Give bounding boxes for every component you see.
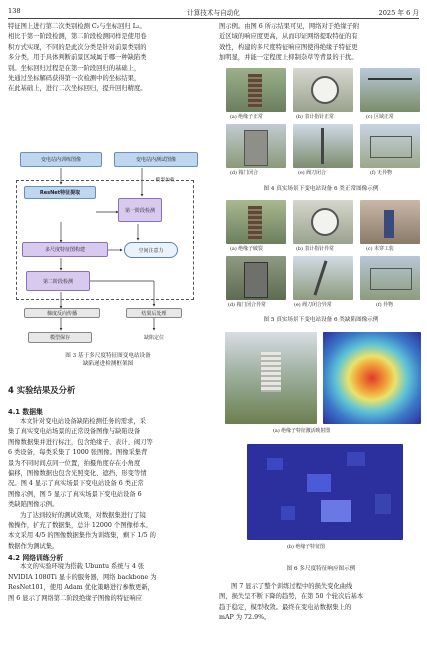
fig5-label-f: (f) 异物: [376, 302, 393, 308]
fig4-label-a: (a) 绝缘子正常: [230, 114, 263, 120]
worker-figure: [384, 210, 394, 238]
text-line: 类缺陷图像示例。: [8, 501, 59, 509]
attention-box: 空间注意力: [124, 242, 178, 258]
fig4-label-f: (f) 无异物: [370, 170, 392, 176]
right-bottom-paragraph: [219, 582, 419, 624]
photo-foreign-object: [360, 256, 420, 300]
text-line: 图 7 显示了整个训练过程中的损失变化曲线: [231, 583, 353, 590]
figure4-caption: 图 4 真实场景下变电站设备 6 类正常图像示例: [263, 186, 379, 192]
split-paragraph: [8, 511, 208, 553]
photo-insulator-broken: [226, 200, 286, 244]
journal-title: 计算技术与自动化: [187, 9, 240, 17]
backprop-box: 梯度反向传播: [24, 308, 100, 318]
fig4-label-b: (b) 表计指针正常: [296, 114, 334, 120]
fig5-label-e: (e) 阀刀闭合异常: [294, 302, 332, 308]
photo-no-foreign-object: [360, 124, 420, 168]
resnet-box: ResNet特征提取: [24, 186, 96, 199]
photo-meter-normal: [293, 68, 353, 112]
switch-pole: [314, 260, 328, 295]
fig4-label-d: (d) 箱门闭合: [230, 170, 259, 176]
figure3-flowchart: [14, 150, 208, 348]
fig6-label-a: (a) 绝缘子特征激活映射图: [273, 428, 331, 434]
feature-cell: [307, 474, 331, 492]
train-images-box: 变电站内训练图像: [20, 152, 102, 167]
feature-cell: [267, 458, 283, 470]
text-line: 相比于第一阶段检测，第二阶段检测同样是使用卷: [8, 33, 147, 41]
activation-heatmap: [323, 332, 421, 424]
caption-line: 缺陷递进检测框架图: [82, 361, 134, 367]
model-save-box: 模型保存: [28, 332, 92, 343]
text-line: 图，损失呈不断下降的趋势，在第 50 个轮次后基本: [219, 593, 364, 601]
meter-dial: [311, 76, 339, 104]
test-images-box: 变电站内测试图像: [114, 152, 198, 167]
photo-meter-abnormal: [293, 200, 353, 244]
cabinet-shape: [244, 130, 268, 166]
photo-cabinet-abnormal: [226, 256, 286, 300]
photo-insulator-field: [225, 332, 317, 424]
structure-frame: [370, 136, 412, 158]
text-line: 数据作为测试集。: [8, 542, 59, 550]
fig5-label-d: (d) 箱门闭合异常: [228, 302, 266, 308]
feature-cell: [321, 500, 351, 522]
section-4-heading: 4 实验结果及分析: [8, 385, 76, 395]
intro-paragraph: [8, 22, 208, 95]
text-line: 多分类，用于具体判断前景区域属于哪一种缺陷类: [8, 54, 147, 62]
photo-knife-switch-closed: [293, 124, 353, 168]
page-header: [8, 6, 419, 19]
text-line: 像操作，扩充了数据集，总计 12000 个图像样本。: [8, 522, 152, 530]
feature-map: [247, 444, 403, 540]
text-line: ResNet101，使用 Adam 优化策略进行参数更新，: [8, 584, 154, 592]
text-line: mAP 为 72.9%。: [219, 614, 271, 622]
text-line: NVIDIA 1080Ti 显卡的服务器，网络 backbone 为: [8, 573, 157, 581]
text-line: 加明显，并能一定程度上抑制杂草等背景的干扰。: [219, 54, 358, 62]
text-line: 集了真实变电站场景的正常设备图像与缺陷设备: [8, 428, 141, 436]
insulator-shape: [248, 74, 262, 108]
figure4-grid: [226, 68, 422, 218]
section-4-2-heading: 4.2 网络训练分析: [8, 554, 64, 563]
fig5-label-a: (a) 绝缘子破裂: [230, 246, 263, 252]
figure6-caption: 图 6 多尺度特征响应图示例: [286, 566, 356, 572]
caption-line: 图 3 基于多尺度特征图变电站设备: [65, 353, 151, 359]
feature-cell: [281, 506, 295, 520]
photo-no-workwear: [360, 200, 420, 244]
figure5-caption: 图 5 真实场景下变电站设备 6 类缺陷图像示例: [263, 317, 379, 323]
issue-date: 2025 年 6 月: [378, 9, 419, 17]
text-line: 偏移，图像数据也包含光照变化、遮挡、形变等情: [8, 470, 147, 478]
text-line: 景为不同时间点同一位置，拍摄角度存在小角度: [8, 459, 141, 467]
page-number: 138: [8, 7, 21, 15]
photo-area-normal: [360, 68, 420, 112]
text-line: 积方式实现，不同的是此次分类是针对前景类别的: [8, 43, 147, 51]
fig4-label-c: (c) 区域正常: [366, 114, 394, 120]
fig6-label-b: (b) 绝缘子特征图: [287, 544, 325, 550]
text-line: 图像示例，图 5 显示了真实场景下变电站设备 6: [8, 490, 142, 498]
figure5-grid: [226, 200, 422, 350]
text-line: 本文的实验环境为搭载 Ubuntu 系统与 4 张: [20, 563, 145, 571]
text-line: 别。坐标回归过程是在第一阶段回归的基础上，: [8, 64, 141, 72]
figure6: [225, 332, 421, 564]
text-line: 先通过坐标解码获得第一次检测中的坐标结果，: [8, 75, 141, 83]
text-line: 图示例。由图 6 所示结果可见，网络对于绝缘子附: [219, 23, 360, 30]
postprocess-box: 结果后处理: [126, 308, 182, 318]
photo-insulator-normal: [226, 68, 286, 112]
text-line: 本文采用 4/5 的图像数据集作为训练集，剩下 1/5 的: [8, 532, 156, 540]
insulator-shape: [248, 206, 262, 240]
structure-frame: [370, 268, 412, 290]
photo-cabinet-closed: [226, 124, 286, 168]
text-line: 效性，构建的多尺度特征响应图使得绝缘子特征更: [219, 43, 358, 51]
photo-knife-switch-abnormal: [293, 256, 353, 300]
right-top-paragraph: [219, 22, 419, 64]
meter-dial: [311, 208, 339, 236]
text-line: 6 类设备，每类采集了 1000 张图像。图像采集背: [8, 449, 148, 457]
figure3-caption: [8, 352, 208, 368]
cabinet-shape: [244, 262, 268, 298]
stage1-box: 第一阶段检测: [118, 198, 162, 222]
text-line: 趋于稳定，模型收敛。最终在变电站数据集上的: [219, 603, 352, 611]
stage2-box: 第二阶段检测: [26, 271, 90, 291]
text-line: 为了达到较好的测试效果，对数据集进行了镜: [20, 511, 146, 519]
text-line: 况。图 4 显示了真实场景下变电站设备 6 类正常: [8, 480, 144, 488]
fig5-label-c: (c) 未穿工装: [366, 246, 394, 252]
training-paragraph: [8, 562, 208, 604]
text-line: 在此基础上，进行二次坐标回归，提升回归精度。: [8, 85, 147, 93]
defect-locate-label: 缺陷定位: [143, 335, 164, 341]
fusion-box: 多尺度特征图构建: [22, 242, 108, 257]
text-line: 本文针对变电站设备缺陷检测任务的需求，采: [20, 418, 146, 425]
model-load-label: 模型加载: [155, 177, 175, 183]
dataset-paragraph: [8, 417, 208, 511]
left-lower-text: [8, 384, 208, 604]
feature-cell: [375, 494, 391, 514]
switch-pole: [321, 128, 324, 164]
text-line: 图像数据集并进行标注，包含绝缘子、表计、阀刀等: [8, 438, 153, 446]
text-line: 近区域的响应度更高，从而印证网络提取特征的有: [219, 33, 358, 41]
fig4-label-e: (e) 阀刀闭合: [298, 170, 326, 176]
power-line: [368, 78, 412, 80]
fig5-label-b: (b) 表计指针异常: [296, 246, 334, 252]
section-4-1-heading: 4.1 数据集: [8, 408, 43, 416]
left-column: [8, 22, 208, 95]
feature-cell: [347, 452, 365, 466]
text-line: 特征图上进行第二次类别检测 C₂与坐标回归 L₂。: [8, 23, 146, 30]
right-column: [219, 22, 419, 64]
insulator-shape: [261, 352, 281, 392]
text-line: 图 6 显示了网络第二阶段绝缘子图像的特征响应: [8, 594, 142, 602]
